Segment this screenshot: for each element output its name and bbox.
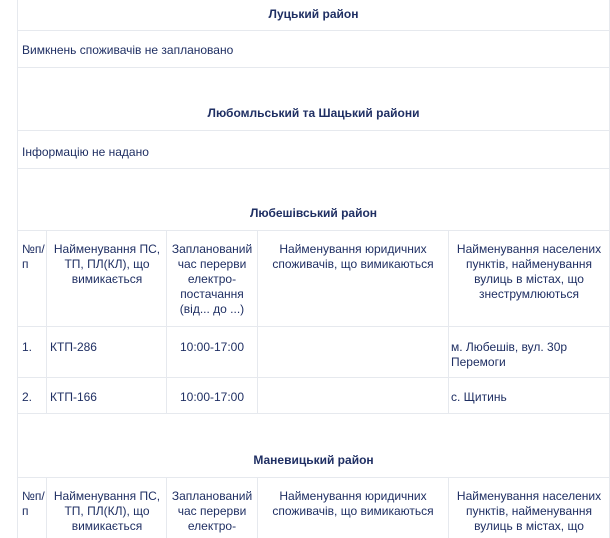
header-localities: Найменування населених пунктів, найменування вулиць в містах, що xyxy=(456,489,602,533)
district-title-lutsk: Луцький район xyxy=(268,7,359,21)
row-number: 1. xyxy=(22,340,33,354)
row-object: КТП-166 xyxy=(50,390,97,404)
column-separator xyxy=(46,477,47,538)
header-legal-consumers: Найменування юридичних споживачів, що вимикаються xyxy=(272,242,434,271)
column-separator xyxy=(448,477,449,538)
row-object: КТП-286 xyxy=(50,340,97,354)
column-separator xyxy=(257,230,258,413)
row-time: 10:00-17:00 xyxy=(179,340,245,354)
header-object: Найменування ПС, ТП, ПЛ(КЛ), що вимикається xyxy=(53,489,161,533)
district-message-liubomlskyi: Інформацію не надано xyxy=(22,145,149,159)
header-time: Запланований час перерви електро-постачання (від... до ...) xyxy=(171,242,253,316)
column-separator xyxy=(448,230,449,413)
row-time: 10:00-17:00 xyxy=(179,390,245,404)
header-time: Запланований час перерви електро- xyxy=(171,489,253,533)
district-title-liubeshivskyi: Любешівський район xyxy=(249,206,378,220)
divider xyxy=(17,168,610,169)
column-separator xyxy=(257,477,258,538)
district-title-manevytskyi: Маневицький район xyxy=(253,453,374,467)
row-divider xyxy=(17,326,610,327)
row-divider xyxy=(17,377,610,378)
outage-table-manevytskyi xyxy=(17,477,610,538)
row-locality: с. Щитинь xyxy=(451,390,507,404)
divider xyxy=(17,30,610,31)
row-locality: м. Любешів, вул. 30р Перемоги xyxy=(451,340,568,369)
header-number: №п/п xyxy=(22,489,45,518)
header-localities: Найменування населених пунктів, найменування вулиць в містах, що знеструмлюються xyxy=(456,242,602,301)
divider xyxy=(17,67,610,68)
row-number: 2. xyxy=(22,390,33,404)
header-number: №п/п xyxy=(22,242,45,271)
divider xyxy=(17,413,610,414)
header-object: Найменування ПС, ТП, ПЛ(КЛ), що вимикається xyxy=(53,242,161,286)
header-legal-consumers: Найменування юридичних споживачів, що вимикаються xyxy=(272,489,434,518)
outage-table-liubeshivskyi xyxy=(17,230,610,413)
divider xyxy=(17,130,610,131)
column-separator xyxy=(166,477,167,538)
column-separator xyxy=(46,230,47,413)
district-message-lutsk: Вимкнень споживачів не заплановано xyxy=(22,43,234,57)
column-separator xyxy=(166,230,167,413)
district-title-liubomlskyi: Любомльський та Шацький райони xyxy=(207,106,420,120)
